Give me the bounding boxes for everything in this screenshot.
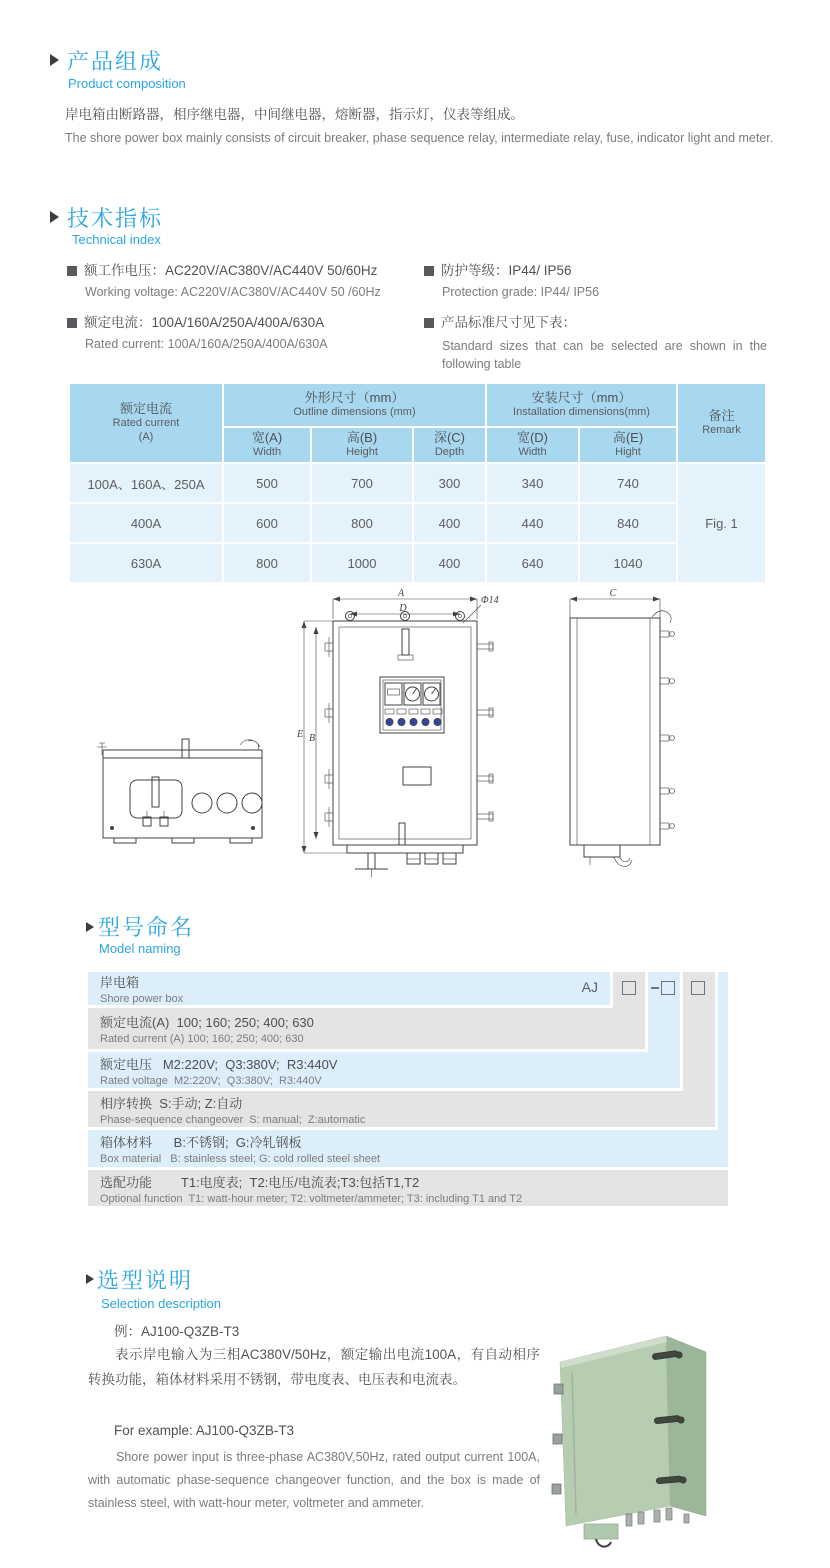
svg-text:A: A bbox=[397, 588, 405, 599]
spec-zh-text: 额定电流：100A/160A/250A/400A/630A bbox=[84, 315, 325, 330]
section-arrow-icon bbox=[50, 54, 59, 66]
subheader-height-b: 高(B) Height bbox=[311, 427, 413, 463]
col-header-outline: 外形尺寸（mm） Outline dimensions (mm) bbox=[223, 383, 486, 427]
naming-row-shore-power-box: 岸电箱 Shore power box AJ bbox=[88, 972, 610, 1005]
spec-en-text: Working voltage: AC220V/AC380V/AC440V 50 /60Hz bbox=[85, 285, 381, 299]
indicator-lights bbox=[385, 709, 442, 726]
model-prefix: AJ bbox=[581, 979, 598, 995]
square-bullet-icon bbox=[67, 266, 77, 276]
square-bullet-icon bbox=[67, 318, 77, 328]
composition-body-zh: 岸电箱由断路器，相序继电器，中间继电器，熔断器，指示灯，仪表等组成。 bbox=[65, 107, 524, 122]
product-photo bbox=[548, 1318, 728, 1558]
spec-zh-text: 防护等级：IP44/ IP56 bbox=[441, 263, 572, 278]
svg-text:B: B bbox=[309, 733, 316, 744]
table-row: 630A 800 1000 400 640 1040 bbox=[69, 543, 766, 583]
technical-title-en: Technical index bbox=[72, 232, 161, 247]
selection-body-zh: 表示岸电输入为三相AC380V/50Hz，额定输出电流100A，有自动相序转换功能，箱体材料采用不锈钢，带电度表、电压表和电流表。 bbox=[88, 1347, 540, 1387]
col-header-rated-current: 额定电流 Rated current (A) bbox=[69, 383, 223, 463]
section-arrow-icon bbox=[86, 1274, 94, 1284]
spec-en-text: Rated current: 100A/160A/250A/400A/630A bbox=[85, 337, 328, 351]
svg-text:D: D bbox=[399, 603, 407, 614]
naming-row-optional-function: 选配功能 T1:电度表; T2:电压/电流表;T3:包括T1,T2 Optional function T1: watt-hour meter; T2: voltmeter/ammeter; T3: including T1 and T2 bbox=[88, 1170, 728, 1206]
svg-text:E: E bbox=[297, 729, 304, 740]
subheader-height-e: 高(E) Hight bbox=[579, 427, 677, 463]
selection-example-zh: 例：AJ100-Q3ZB-T3 bbox=[114, 1324, 240, 1339]
spec-en-text: Standard sizes that can be selected are shown in the following table bbox=[442, 339, 767, 372]
col-header-remark: 备注 Remark bbox=[677, 383, 766, 463]
spec-zh-text: 产品标准尺寸见下表： bbox=[441, 315, 576, 330]
svg-text:C: C bbox=[609, 588, 617, 599]
square-bullet-icon bbox=[424, 318, 434, 328]
table-row: 400A 600 800 400 440 840 bbox=[69, 503, 766, 543]
naming-row-box-material: 箱体材料 B:不锈钢; G:冷轧钢板 Box material B: stainless steel; G: cold rolled steel sheet bbox=[88, 1130, 728, 1167]
col-header-installation: 安装尺寸（mm） Installation dimensions(mm) bbox=[486, 383, 677, 427]
naming-column-material bbox=[718, 972, 728, 1130]
section-arrow-icon bbox=[86, 922, 94, 932]
naming-row-rated-current: 额定电流(A) 100; 160; 250; 400; 630 Rated current (A) 100; 160; 250; 400; 630 bbox=[88, 1008, 645, 1049]
placeholder-box-icon bbox=[691, 981, 705, 995]
side-view-drawing bbox=[550, 585, 685, 875]
spec-protection-grade bbox=[424, 259, 599, 299]
subheader-depth-c: 深(C) Depth bbox=[413, 427, 486, 463]
spec-rated-current bbox=[67, 311, 328, 351]
naming-row-rated-voltage: 额定电压 M2:220V; Q3:380V; R3:440V Rated voltage M2:220V; Q3:380V; R3:440V bbox=[88, 1052, 680, 1088]
spec-en-text: Protection grade: IP44/ IP56 bbox=[442, 285, 600, 299]
placeholder-box-icon bbox=[622, 981, 636, 995]
selection-title-zh: 选型说明 bbox=[97, 1268, 194, 1293]
spec-working-voltage bbox=[67, 259, 381, 299]
bottom-view-drawing bbox=[90, 733, 305, 868]
subheader-width-a: 宽(A) Width bbox=[223, 427, 311, 463]
svg-text:Φ14: Φ14 bbox=[481, 595, 499, 606]
selection-example-en: For example: AJ100-Q3ZB-T3 bbox=[114, 1423, 295, 1438]
spec-zh-text: 额工作电压：AC220V/AC380V/AC440V 50/60Hz bbox=[84, 263, 378, 278]
composition-body-en: The shore power box mainly consists of circuit breaker, phase sequence relay, intermediate relay, fuse, indicator light and meter. bbox=[65, 131, 774, 145]
spec-standard-sizes bbox=[424, 311, 767, 373]
placeholder-box-icon bbox=[661, 981, 675, 995]
section-arrow-icon bbox=[50, 211, 59, 223]
square-bullet-icon bbox=[424, 266, 434, 276]
dimensions-table bbox=[68, 382, 767, 584]
table-row: 100A、160A、250A 500 700 300 340 740 Fig. 1 bbox=[69, 463, 766, 503]
technical-title-zh: 技术指标 bbox=[67, 206, 164, 231]
naming-title-en: Model naming bbox=[99, 941, 181, 956]
naming-title-zh: 型号命名 bbox=[98, 915, 195, 940]
dash-icon bbox=[651, 987, 659, 989]
remark-cell: Fig. 1 bbox=[677, 463, 766, 583]
selection-title-en: Selection description bbox=[101, 1296, 221, 1311]
front-view-drawing bbox=[295, 585, 510, 875]
composition-title-zh: 产品组成 bbox=[67, 49, 164, 74]
naming-row-phase-changeover: 相序转换 S:手动; Z:自动 Phase-sequence changeover S: manual; Z:automatic bbox=[88, 1091, 715, 1127]
selection-body-en: Shore power input is three-phase AC380V,50Hz, rated output current 100A, with automatic phase-sequence changeover function, and the box is made of stainless steel, with watt-hour meter, voltmeter and ammeter. bbox=[88, 1450, 540, 1511]
composition-title-en: Product composition bbox=[68, 76, 186, 91]
subheader-width-d: 宽(D) Width bbox=[486, 427, 579, 463]
